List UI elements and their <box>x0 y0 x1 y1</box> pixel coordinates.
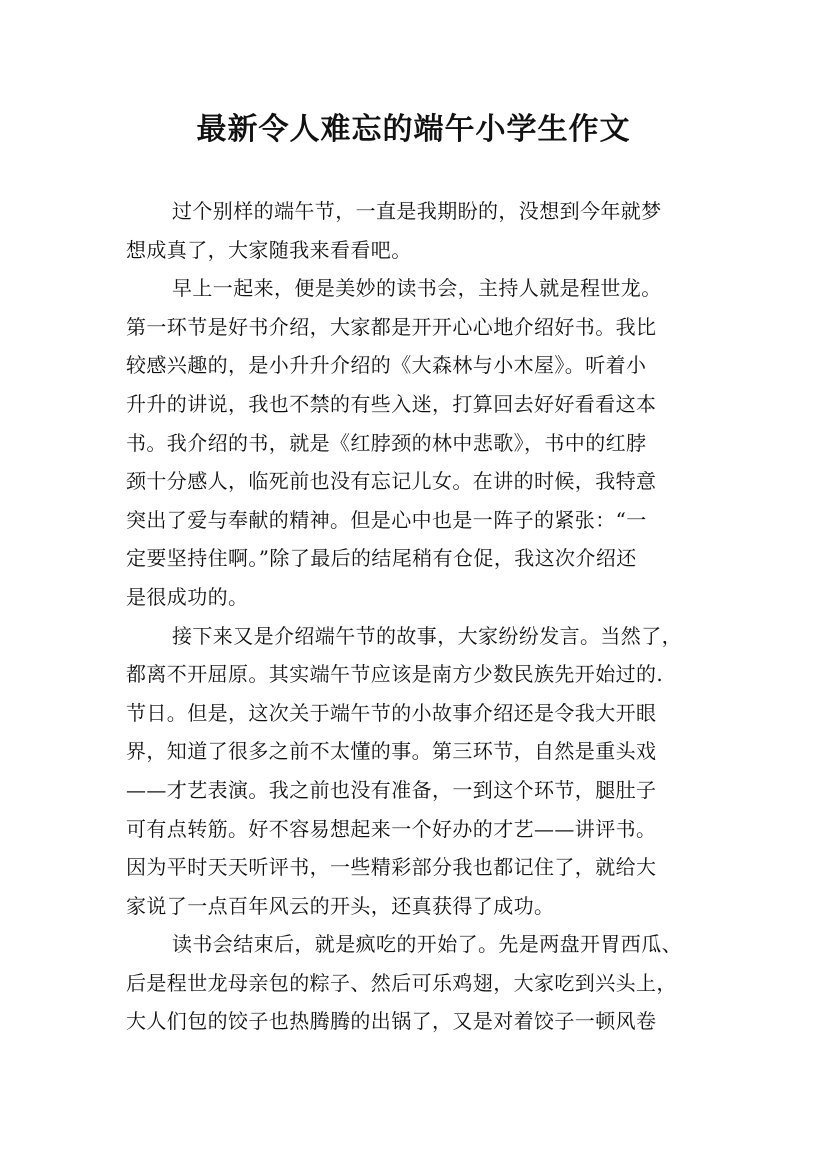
document-title: 最新令人难忘的端午小学生作文 <box>196 112 631 147</box>
text-line: 是很成功的。 <box>126 584 249 609</box>
text-line: 都离不开屈原。其实端午节应该是南方少数民族先开始过的. <box>126 662 664 687</box>
text-line: 书。我介绍的书，就是《红脖颈的林中悲歌》，书中的红脖 <box>126 430 647 455</box>
text-line: 定要坚持住啊。”除了最后的结尾稍有仓促，我这次介绍还 <box>126 546 637 571</box>
text-line: 因为平时天天听评书，一些精彩部分我也都记住了，就给大 <box>126 855 657 880</box>
text-line: 接下来又是介绍端午节的故事，大家纷纷发言。当然了， <box>172 623 682 648</box>
text-line: 大人们包的饺子也热腾腾的出锅了，又是对着饺子一顿风卷 <box>126 1009 657 1034</box>
text-line: 想成真了，大家随我来看看吧。 <box>126 237 412 262</box>
text-line: 升升的讲说，我也不禁的有些入迷，打算回去好好看看这本 <box>126 391 657 416</box>
text-line: 后是程世龙母亲包的粽子、然后可乐鸡翅，大家吃到兴头上， <box>126 970 677 995</box>
document-body <box>126 192 706 1041</box>
text-line: 家说了一点百年风云的开头，还真获得了成功。 <box>126 893 555 918</box>
text-line: 界，知道了很多之前不太懂的事。第三环节，自然是重头戏 <box>126 739 657 764</box>
text-line: 早上一起来，便是美妙的读书会，主持人就是程世龙。 <box>172 276 662 301</box>
text-line: 较感兴趣的，是小升升介绍的《大森林与小木屋》。听着小 <box>126 353 647 378</box>
text-line: 读书会结束后，就是疯吃的开始了。先是两盘开胃西瓜、 <box>172 932 682 957</box>
text-line: 过个别样的端午节，一直是我期盼的，没想到今年就梦 <box>172 199 662 223</box>
text-line: 可有点转筋。好不容易想起来一个好办的才艺——讲评书。 <box>126 816 657 841</box>
text-line: 颈十分感人，临死前也没有忘记儿女。在讲的时候，我特意 <box>126 469 657 494</box>
text-line: 节日。但是，这次关于端午节的小故事介绍还是令我大开眼 <box>126 700 657 725</box>
text-line: 第一环节是好书介绍，大家都是开开心心地介绍好书。我比 <box>126 314 657 339</box>
text-line: 突出了爱与奉献的精神。但是心中也是一阵子的紧张：“一 <box>126 507 647 532</box>
text-line: ——才艺表演。我之前也没有准备，一到这个环节，腿肚子 <box>126 777 657 802</box>
